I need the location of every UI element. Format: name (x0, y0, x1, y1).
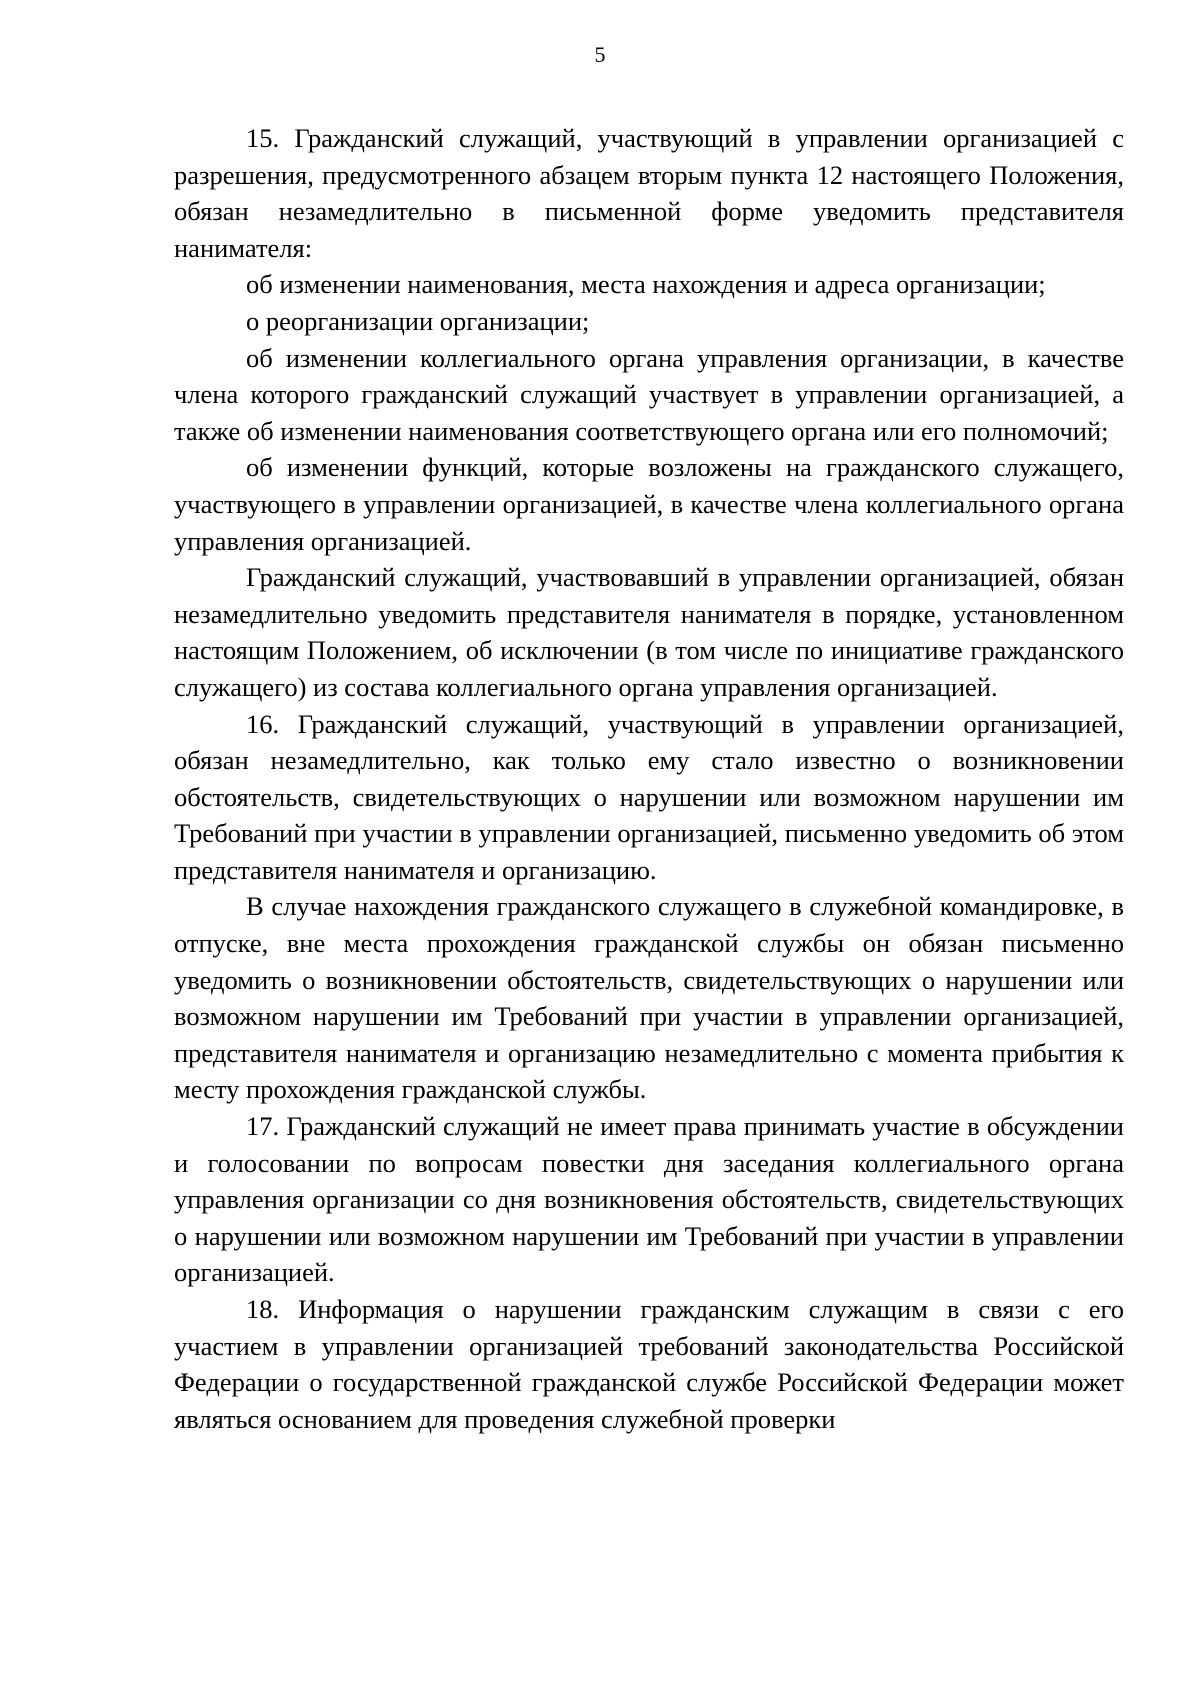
paragraph-collegial-body-change: об изменении коллегиального органа управления организации, в качестве члена которого гражданский служащий участвует в управлении организацией, а также об изменении наименования соответствующего органа или его полномочий; (174, 342, 1124, 446)
paragraph-17: 17. Гражданский служащий не имеет права принимать участие в обсуждении и голосовании по вопросам повестки дня заседания коллегиального органа управления организации со дня возникновения обстоятельств, свидетельствующих о нарушении или возможном нарушении им Требований при участии в управлении организацией. (174, 1111, 1124, 1288)
paragraph-reorganization: о реорганизации организации; (246, 305, 590, 336)
paragraph-18: 18. Информация о нарушении гражданским служащим в связи с его участием в управлении организацией требований законодательства Российской Федерации о государственной гражданской службе Российской Федерации может являться основанием для проведения служебной проверки (174, 1294, 1124, 1434)
paragraph-16: 16. Гражданский служащий, участвующий в управлении организацией, обязан незамедлительно, как только ему стало известно о возникновении обстоятельств, свидетельствующих о нарушении или возможном нарушении им Требований при участии в управлении организацией, письменно уведомить об этом представителя нанимателя и организацию. (174, 708, 1124, 885)
paragraph-exclusion-notice: Гражданский служащий, участвовавший в управлении организацией, обязан незамедлительно уведомить представителя нанимателя в порядке, установленном настоящим Положением, об исключении (в том числе по инициативе гражданского служащего) из состава коллегиального органа управления организацией. (174, 562, 1124, 702)
paragraph-name-change: об изменении наименования, места нахождения и адреса организации; (246, 269, 1046, 300)
paragraph-15-intro: 15. Гражданский служащий, участвующий в управлении организацией с разрешения, предусмотренного абзацем вторым пункта 12 настоящего Положения, обязан незамедлительно в письменной форме уведомить представителя нанимателя: (174, 123, 1124, 263)
document-body (174, 120, 1124, 1437)
paragraph-business-trip: В случае нахождения гражданского служащего в служебной командировке, в отпуске, вне места прохождения гражданской службы он обязан письменно уведомить о возникновении обстоятельств, свидетельствующих о нарушении или возможном нарушении им Требований при участии в управлении организацией, представителя нанимателя и организацию незамедлительно с момента прибытия к месту прохождения гражданской службы. (174, 891, 1124, 1105)
page-number: 5 (594, 42, 606, 67)
paragraph-functions-change: об изменении функций, которые возложены на гражданского служащего, участвующего в управлении организацией, в качестве члена коллегиального органа управления организацией. (174, 452, 1124, 556)
